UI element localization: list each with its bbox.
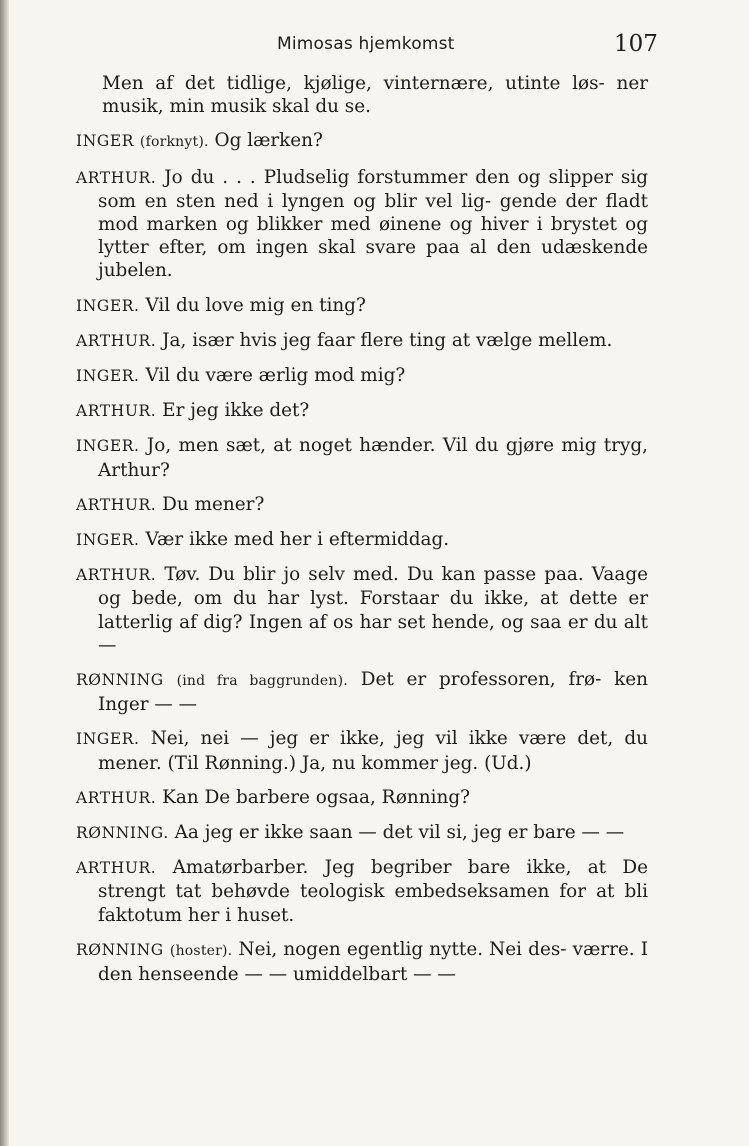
dialogue-line: [76, 329, 648, 353]
dialogue-line: [76, 399, 648, 423]
speaker-name: INGER.: [76, 437, 140, 456]
speaker-name: ARTHUR.: [76, 402, 157, 421]
dialogue-line: [76, 528, 648, 552]
speaker-name: INGER: [76, 132, 135, 151]
page-header: [0, 31, 749, 64]
dialogue-line: [76, 493, 648, 517]
dialogue-line: [76, 364, 648, 388]
play-text: [76, 72, 648, 997]
speaker-name: ARTHUR.: [76, 859, 157, 878]
speaker-name: RØNNING.: [76, 824, 169, 843]
dialogue-text: Tøv. Du blir jo selv med. Du kan passe paa. Vaage og bede, om du har lyst. Forstaar du ikke, at dette er latterlig af dig? Ingen af os har set hende, og saa er du alt —: [98, 564, 648, 656]
running-title: Mimosas hjemkomst: [277, 34, 455, 54]
dialogue-line: [76, 294, 648, 318]
speaker-name: ARTHUR.: [76, 331, 157, 350]
dialogue-text: Amatørbarber. Jeg begriber bare ikke, at De strengt tat behøvde teologisk embedseksamen for at bli faktotum her i huset.: [98, 857, 648, 926]
dialogue-text: Og lærken?: [214, 130, 323, 152]
speaker-name: ARTHUR.: [76, 788, 157, 807]
dialogue-line: [76, 434, 648, 481]
dialogue-line: [76, 727, 648, 774]
dialogue-line: [76, 938, 648, 986]
dialogue-text: Vil du love mig en ting?: [145, 294, 366, 316]
speaker-name: ARTHUR.: [76, 566, 157, 585]
book-binding-shadow: [0, 0, 9, 1146]
dialogue-line: [76, 129, 648, 154]
dialogue-line: [76, 856, 648, 927]
stage-direction: (forknyt).: [139, 134, 209, 151]
dialogue-line: [76, 166, 648, 283]
speaker-name: INGER.: [76, 730, 140, 749]
dialogue-text: Du mener?: [162, 493, 265, 515]
dialogue-text: Nei, nei — jeg er ikke, jeg vil ikke være det, du mener. (Til Rønning.) Ja, nu kommer jeg. (Ud.): [98, 728, 648, 774]
dialogue-text: Er jeg ikke det?: [162, 400, 310, 422]
dialogue-line: [76, 821, 648, 845]
dialogue-text: Aa jeg er ikke saan — det vil si, jeg er bare — —: [174, 822, 625, 844]
speaker-name: ARTHUR.: [76, 495, 157, 514]
dialogue-text: Nei, nogen egentlig nytte. Nei des- værre. I den henseende — — umiddelbart — —: [98, 938, 648, 986]
dialogue-text: Vær ikke med her i eftermiddag.: [145, 529, 450, 551]
page-number: 107: [614, 31, 658, 57]
dialogue-text: Kan De barbere ogsaa, Rønning?: [162, 786, 470, 808]
dialogue-line: [76, 563, 648, 657]
speaker-name: ARTHUR.: [76, 168, 157, 187]
stage-direction: (hoster).: [169, 942, 233, 959]
speaker-name: INGER.: [76, 296, 140, 315]
dialogue-text: Vil du være ærlig mod mig?: [145, 365, 406, 387]
speaker-name: INGER.: [76, 531, 140, 550]
dialogue-line: [76, 668, 648, 716]
stage-direction: (ind fra baggrunden).: [176, 673, 348, 690]
dialogue-line: [76, 786, 648, 810]
dialogue-text: Jo, men sæt, at noget hænder. Vil du gjøre mig tryg, Arthur?: [98, 435, 648, 481]
paragraph-text: Men af det tidlige, kjølige, vinternære, utinte løs- ner musik, min musik skal du se.: [102, 73, 648, 118]
speaker-name: RØNNING: [76, 940, 164, 959]
speaker-name: INGER.: [76, 367, 140, 386]
dialogue-text: Ja, især hvis jeg faar flere ting at vælge mellem.: [162, 329, 613, 351]
text-paragraph: [76, 72, 648, 118]
dialogue-text: Jo du . . . Pludselig forstummer den og slipper sig som en sten ned i lyngen og blir vel lig- gende der fladt mod marken og blikker med øinene og hiver i brystet og lytter efter, om ingen skal svare paa al den udæskende jubelen.: [98, 166, 648, 282]
dialogue-text: Det er professoren, frø- ken Inger — —: [98, 669, 648, 716]
speaker-name: RØNNING: [76, 671, 164, 690]
